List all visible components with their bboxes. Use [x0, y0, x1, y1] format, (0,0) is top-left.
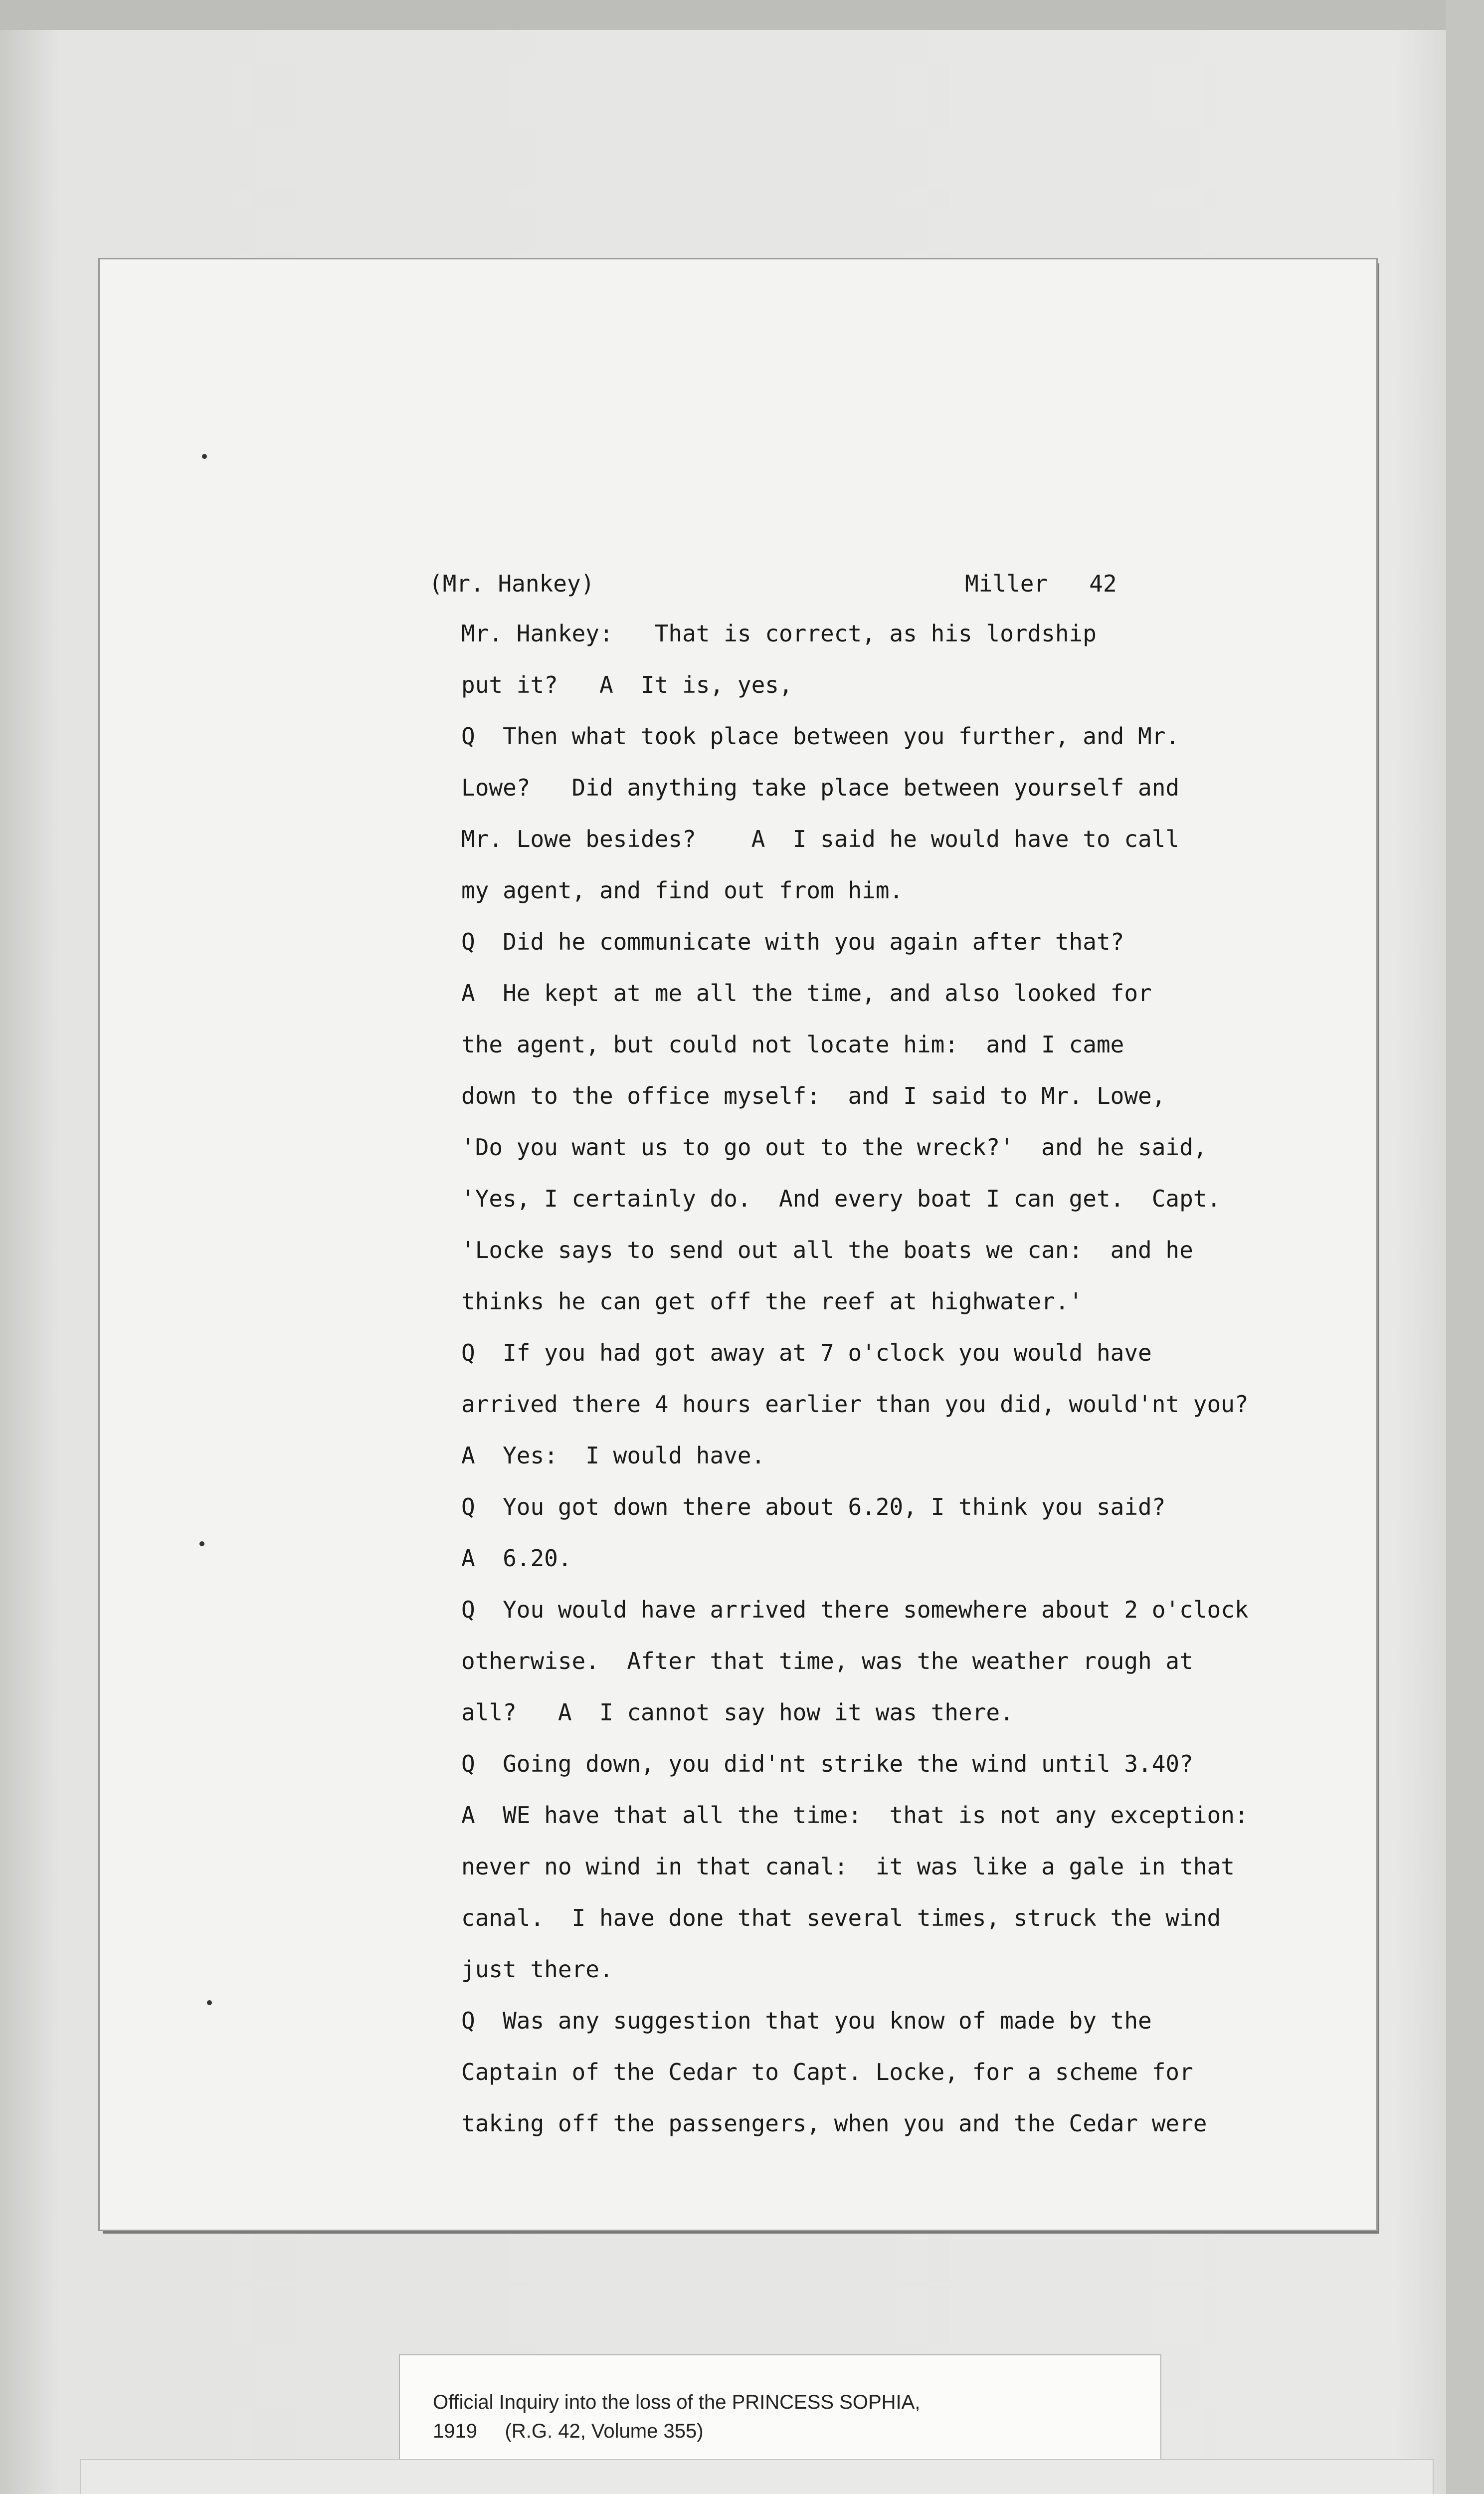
- transcript-line: arrived there 4 hours earlier than you did, would'nt you?: [461, 1391, 1249, 1418]
- transcript-line: taking off the passengers, when you and the Cedar were: [461, 2110, 1207, 2137]
- transcript-line: 'Do you want us to go out to the wreck?' and he said,: [461, 1134, 1207, 1161]
- transcript-line: otherwise. After that time, was the weather rough at: [461, 1648, 1193, 1674]
- typed-page: [100, 259, 1376, 2230]
- transcript-line: Q Then what took place between you further, and Mr.: [461, 723, 1180, 750]
- transcript-line: all? A I cannot say how it was there.: [461, 1699, 1014, 1726]
- transcript-line: Q Did he communicate with you again after that?: [461, 928, 1124, 955]
- scan-top-edge: [0, 0, 1484, 30]
- transcript-line: Lowe? Did anything take place between yourself and: [461, 774, 1180, 801]
- typed-text-block: [100, 259, 1376, 2230]
- transcript-line: 'Yes, I certainly do. And every boat I can get. Capt.: [461, 1185, 1221, 1212]
- transcript-line: Q You got down there about 6.20, I think you said?: [461, 1493, 1166, 1520]
- transcript-line: never no wind in that canal: it was like a gale in that: [461, 1853, 1235, 1880]
- archives-stamp: [80, 2459, 1434, 2494]
- scan-speck: [202, 454, 207, 459]
- caption-line-1: Official Inquiry into the loss of the PRINCESS SOPHIA,: [433, 2391, 921, 2413]
- header-left: (Mr. Hankey): [429, 570, 595, 597]
- transcript-line: Q Going down, you did'nt strike the wind until 3.40?: [461, 1750, 1193, 1777]
- transcript-line: thinks he can get off the reef at highwater.': [461, 1288, 1083, 1315]
- transcript-line: A 6.20.: [461, 1545, 572, 1572]
- transcript-line: 'Locke says to send out all the boats we can: and he: [461, 1237, 1193, 1263]
- transcript-line: the agent, but could not locate him: and I came: [461, 1031, 1124, 1058]
- transcript-line: A He kept at me all the time, and also looked for: [461, 980, 1152, 1007]
- transcript-line: Mr. Lowe besides? A I said he would have to call: [461, 826, 1180, 852]
- scan-right-edge: [1446, 0, 1484, 2494]
- transcript-line: A WE have that all the time: that is not any exception:: [461, 1802, 1249, 1829]
- transcript-line: canal. I have done that several times, struck the wind: [461, 1904, 1221, 1931]
- transcript-line: Q Was any suggestion that you know of made by the: [461, 2007, 1152, 2034]
- transcript-line: put it? A It is, yes,: [461, 671, 793, 698]
- transcript-line: Captain of the Cedar to Capt. Locke, for a scheme for: [461, 2059, 1193, 2085]
- transcript-line: just there.: [461, 1956, 613, 1983]
- transcript-line: Q If you had got away at 7 o'clock you would have: [461, 1339, 1152, 1366]
- header-right: Miller 42: [965, 570, 1117, 597]
- scan-speck: [207, 2000, 212, 2005]
- transcript-line: down to the office myself: and I said to Mr. Lowe,: [461, 1082, 1166, 1109]
- caption-line-2: 1919 (R.G. 42, Volume 355): [433, 2420, 704, 2442]
- archive-caption-label: [399, 2354, 1161, 2464]
- transcript-line: my agent, and find out from him.: [461, 877, 904, 904]
- transcript-line: A Yes: I would have.: [461, 1442, 765, 1469]
- transcript-line: Q You would have arrived there somewhere about 2 o'clock: [461, 1596, 1249, 1623]
- scan-speck: [199, 1541, 204, 1546]
- transcript-line: Mr. Hankey: That is correct, as his lordship: [461, 620, 1097, 647]
